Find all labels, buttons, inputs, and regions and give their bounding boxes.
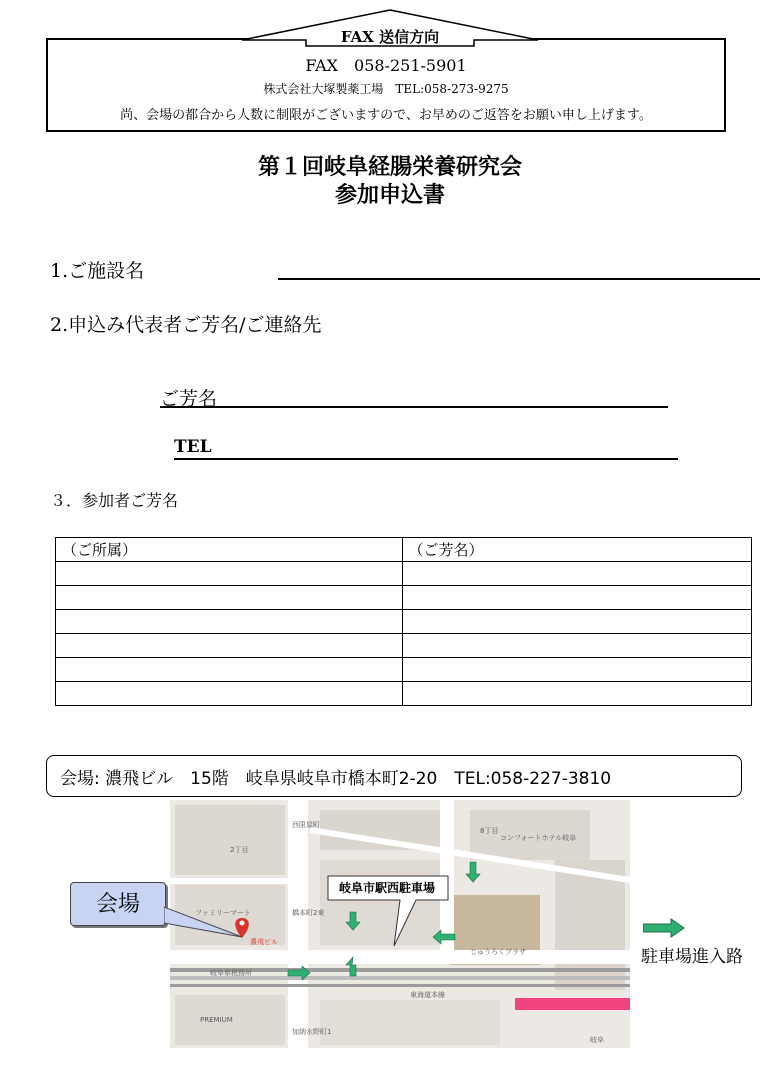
map-label: 西限屋町: [292, 821, 320, 829]
document-title: 第１回岐阜経腸栄養研究会: [257, 154, 522, 180]
map-label: コンフォートホテル岐阜: [500, 834, 577, 842]
map-label: 橋本町2東: [292, 909, 325, 917]
affiliation-cell[interactable]: [56, 634, 403, 658]
name-cell[interactable]: [402, 658, 752, 682]
capacity-notice: 尚、会場の都合から人数に制限がございますので、お早めのご返答をお願い申し上げます。: [120, 108, 652, 123]
map-label: 8丁目: [480, 827, 499, 835]
map-label: 東海道本線: [410, 991, 445, 999]
facility-name-label: 1.ご施設名: [50, 260, 145, 282]
column-header-name: （ご芳名）: [402, 538, 752, 562]
representative-tel-label: TEL: [174, 437, 212, 457]
map-label: 岐阜県税務所: [210, 969, 252, 977]
parking-route-label: 駐車場進入路: [641, 947, 743, 967]
fax-direction-label: FAX 送信方向: [340, 28, 440, 46]
representative-tel-field[interactable]: [174, 458, 678, 460]
map-label: 加納水野町1: [292, 1028, 332, 1036]
map-label: じゅうろくプラザ: [470, 948, 526, 956]
table-row: [56, 658, 752, 682]
table-row: [56, 562, 752, 586]
venue-callout-pointer: [164, 905, 244, 941]
name-cell[interactable]: [402, 634, 752, 658]
facility-name-field[interactable]: [278, 278, 760, 280]
name-cell[interactable]: [402, 610, 752, 634]
affiliation-cell[interactable]: [56, 610, 403, 634]
map-label: ファミリーマート: [195, 909, 251, 917]
table-row: [56, 634, 752, 658]
table-row: [56, 682, 752, 706]
map-label: 2丁目: [230, 846, 249, 854]
representative-label: 2.申込み代表者ご芳名/ご連絡先: [50, 314, 322, 336]
name-cell[interactable]: [402, 586, 752, 610]
table-row: [56, 586, 752, 610]
participants-table: [55, 537, 752, 706]
affiliation-cell[interactable]: [56, 682, 403, 706]
company-contact: 株式会社大塚製薬工場 TEL:058-273-9275: [263, 82, 509, 96]
table-row: [56, 610, 752, 634]
representative-name-field[interactable]: [160, 406, 668, 408]
map-label: PREMIUM: [200, 1016, 233, 1024]
venue-marker-label: 濃飛ビル: [250, 938, 278, 946]
map-label: 岐阜: [590, 1036, 604, 1044]
table-header-row: [56, 538, 752, 562]
affiliation-cell[interactable]: [56, 658, 403, 682]
fax-number: FAX 058-251-5901: [305, 56, 467, 75]
name-cell[interactable]: [402, 682, 752, 706]
affiliation-cell[interactable]: [56, 562, 403, 586]
document-subtitle: 参加申込書: [334, 182, 445, 208]
column-header-affiliation: （ご所属）: [56, 538, 403, 562]
venue-address: 会場: 濃飛ビル 15階 岐阜県岐阜市橋本町2-20 TEL:058-227-3810: [60, 769, 612, 789]
representative-name-label: ご芳名: [160, 388, 218, 410]
participants-label: ３．参加者ご芳名: [50, 491, 179, 510]
name-cell[interactable]: [402, 562, 752, 586]
parking-callout: 岐阜市駅西駐車場: [338, 881, 435, 895]
affiliation-cell[interactable]: [56, 586, 403, 610]
parking-route-arrow-icon: [643, 918, 685, 938]
venue-callout: 会場: [70, 882, 166, 926]
